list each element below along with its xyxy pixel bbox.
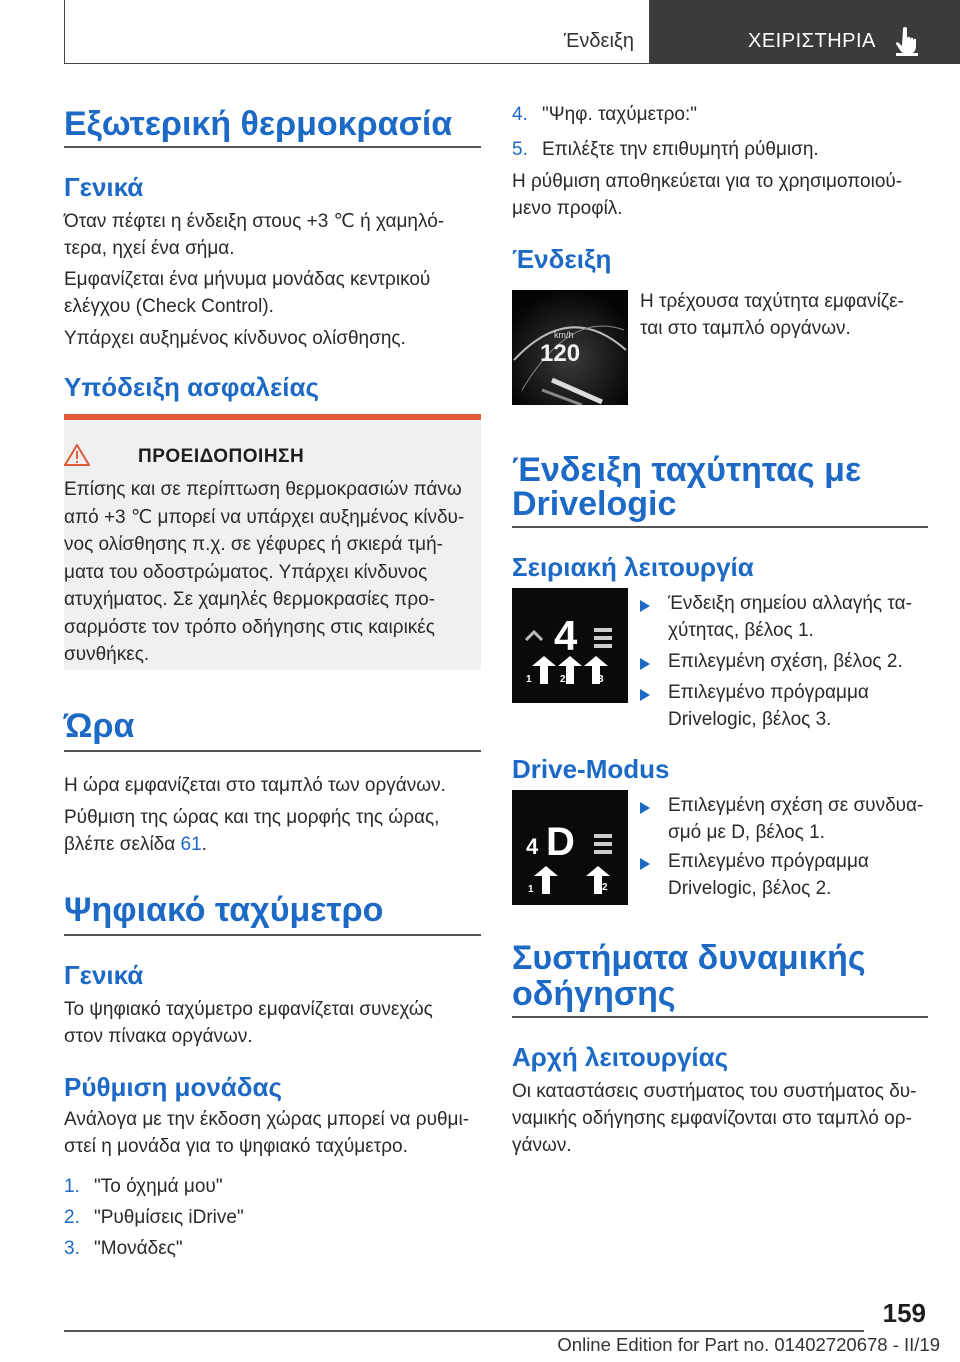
paragraph-with-link — [64, 831, 207, 858]
step-number: 3. — [64, 1238, 80, 1259]
step-text: "Μονάδες" — [94, 1238, 183, 1259]
step-text: Επιλέξτε την επιθυμητή ρύθμιση. — [542, 139, 819, 160]
speed-unit: km/h — [554, 330, 574, 340]
heading-general: Γενικά — [64, 172, 144, 202]
step-text: "Ψηφ. ταχύμετρο:" — [542, 104, 697, 125]
paragraph: Εμφανίζεται ένα μήνυμα μονάδας κεντρικού — [64, 269, 431, 290]
header-frame — [64, 0, 650, 64]
section-title-dynamic-systems: Συστήματα δυναμικής — [512, 939, 866, 977]
svg-text:2: 2 — [560, 674, 566, 685]
list-item — [64, 1236, 183, 1262]
heading-unit-setting: Ρύθμιση μονάδας — [64, 1072, 283, 1102]
paragraph: ται στο ταμπλό οργάνων. — [640, 318, 851, 339]
pointing-hand-icon — [894, 26, 922, 56]
paragraph: Η ώρα εμφανίζεται στο ταμπλό των οργάνων. — [64, 775, 446, 796]
step-text: "Το όχημά μου" — [94, 1176, 223, 1197]
sequential-mode-image — [512, 588, 628, 703]
step-number: 4. — [512, 104, 528, 125]
bullet-triangle-icon — [640, 689, 650, 701]
heading-general: Γενικά — [64, 960, 144, 990]
list-item — [512, 102, 697, 128]
warning-text — [64, 476, 469, 669]
text: βλέπε σελίδα — [64, 834, 181, 855]
warning-box — [64, 414, 481, 670]
paragraph: στεί η μονάδα για το ψηφιακό ταχύμετρο. — [64, 1136, 408, 1157]
warning-line: Επίσης και σε περίπτωση θερμοκρασιών πάνω — [64, 479, 462, 500]
svg-text:3: 3 — [598, 674, 604, 685]
title-rule — [512, 1016, 928, 1018]
speed-value: 120 — [540, 340, 581, 367]
svg-text:1: 1 — [526, 674, 532, 685]
bullet-text: Επιλεγμένο πρόγραμμα — [668, 682, 869, 703]
bullet-text: Drivelogic, βέλος 2. — [668, 878, 832, 899]
bullet-text: χύτητας, βέλος 1. — [668, 620, 814, 641]
bullet-text: Drivelogic, βέλος 3. — [668, 709, 832, 730]
speedometer-image — [512, 290, 628, 405]
bullet-text: Επιλεγμένο πρόγραμμα — [668, 851, 869, 872]
paragraph: μενο προφίλ. — [512, 198, 623, 219]
step-number: 2. — [64, 1207, 80, 1228]
section-title-outside-temp: Εξωτερική θερμοκρασία — [64, 105, 453, 143]
gear-indicator: 4 — [554, 612, 578, 659]
bullet-text: Επιλεγμένη σχέση σε συνδυα- — [668, 795, 924, 816]
bullet-text: Ένδειξη σημείου αλλαγής τα- — [668, 593, 912, 614]
heading-safety-note: Υπόδειξη ασφαλείας — [64, 372, 320, 402]
drive-modus-image — [512, 790, 628, 905]
paragraph: Το ψηφιακό ταχύμετρο εμφανίζεται συνεχώς — [64, 999, 433, 1020]
footer-edition: Online Edition for Part no. 01402720678 - II/19 — [557, 1334, 940, 1355]
paragraph: ελέγχου (Check Control). — [64, 296, 274, 317]
paragraph: Η τρέχουσα ταχύτητα εμφανίζε- — [640, 291, 904, 312]
page-number: 159 — [882, 1298, 926, 1328]
warning-line: σαρμόστε τον τρόπο οδήγησης στις καιρικές — [64, 616, 435, 638]
header-section-label: Ένδειξη — [563, 30, 634, 52]
bullet-triangle-icon — [640, 658, 650, 670]
warning-title: ΠΡΟΕΙΔΟΠΟΙΗΣΗ — [138, 446, 305, 467]
list-item — [64, 1174, 223, 1200]
paragraph: ναμικής οδήγησης εμφανίζονται στο ταμπλό ορ- — [512, 1108, 912, 1129]
heading-sequential: Σειριακή λειτουργία — [512, 552, 754, 582]
warning-line: από +3 ℃ μπορεί να υπάρχει αυξημένος κίνδυ- — [64, 506, 465, 528]
step-text: "Ρυθμίσεις iDrive" — [94, 1207, 244, 1228]
drive-mode-indicator: D — [546, 820, 575, 864]
bullet-triangle-icon — [640, 600, 650, 612]
section-title-drivelogic: Ένδειξη ταχύτητας με — [512, 451, 862, 489]
paragraph: Η ρύθμιση αποθηκεύεται για το χρησιμοποιού- — [512, 171, 903, 192]
warning-line: ατυχήματος. Σε χαμηλές θερμοκρασίες προ- — [64, 589, 436, 610]
title-rule — [64, 934, 481, 936]
bullet-triangle-icon — [640, 802, 650, 814]
warning-triangle-icon — [64, 444, 90, 466]
step-number: 1. — [64, 1176, 80, 1197]
title-rule — [512, 526, 928, 528]
list-item — [64, 1205, 244, 1231]
section-title-drivelogic-line2: Drivelogic — [512, 485, 677, 523]
warning-line: συνθήκες. — [64, 644, 150, 665]
paragraph: Ρύθμιση της ώρας και της μορφής της ώρας, — [64, 807, 440, 828]
warning-line: νος ολίσθησης π.χ. σε γέφυρες ή σκιερά τμή- — [64, 534, 443, 555]
chapter-tab — [650, 0, 960, 64]
bullet-text: Επιλεγμένη σχέση, βέλος 2. — [668, 651, 903, 672]
text: . — [201, 834, 207, 855]
section-title-time: Ώρα — [64, 707, 135, 745]
paragraph: γάνων. — [512, 1135, 572, 1156]
title-rule — [64, 146, 481, 148]
paragraph: τερα, ηχεί ένα σήμα. — [64, 238, 235, 259]
section-title-digital-speedometer: Ψηφιακό ταχύμετρο — [64, 891, 384, 929]
bullet-text: σμό με D, βέλος 1. — [668, 822, 825, 843]
paragraph: Οι καταστάσεις συστήματος του συστήματος δυ- — [512, 1081, 917, 1102]
svg-text:1: 1 — [528, 884, 534, 895]
heading-display: Ένδειξη — [512, 244, 612, 274]
paragraph: Ανάλογα με την έκδοση χώρας μπορεί να ρυθμι- — [64, 1109, 470, 1130]
page-link[interactable]: 61 — [180, 834, 202, 855]
paragraph: στον πίνακα οργάνων. — [64, 1026, 253, 1047]
title-rule — [64, 750, 481, 752]
chapter-label: ΧΕΙΡΙΣΤΗΡΙΑ — [748, 30, 876, 52]
step-number: 5. — [512, 139, 528, 160]
gear-indicator: 4 — [526, 834, 539, 859]
section-title-dynamic-systems-line2: οδήγησης — [512, 975, 676, 1013]
paragraph: Υπάρχει αυξημένος κίνδυνος ολίσθησης. — [64, 328, 406, 349]
paragraph: Όταν πέφτει η ένδειξη στους +3 ℃ ή χαμηλό- — [64, 211, 445, 232]
heading-principle: Αρχή λειτουργίας — [512, 1042, 729, 1072]
heading-drive-modus: Drive-Modus — [512, 754, 670, 784]
svg-text:2: 2 — [602, 882, 608, 893]
list-item — [512, 137, 819, 163]
warning-line: ματα του οδοστρώματος. Υπάρχει κίνδυνος — [64, 561, 428, 583]
bullet-triangle-icon — [640, 858, 650, 870]
footer-rule — [64, 1330, 864, 1332]
